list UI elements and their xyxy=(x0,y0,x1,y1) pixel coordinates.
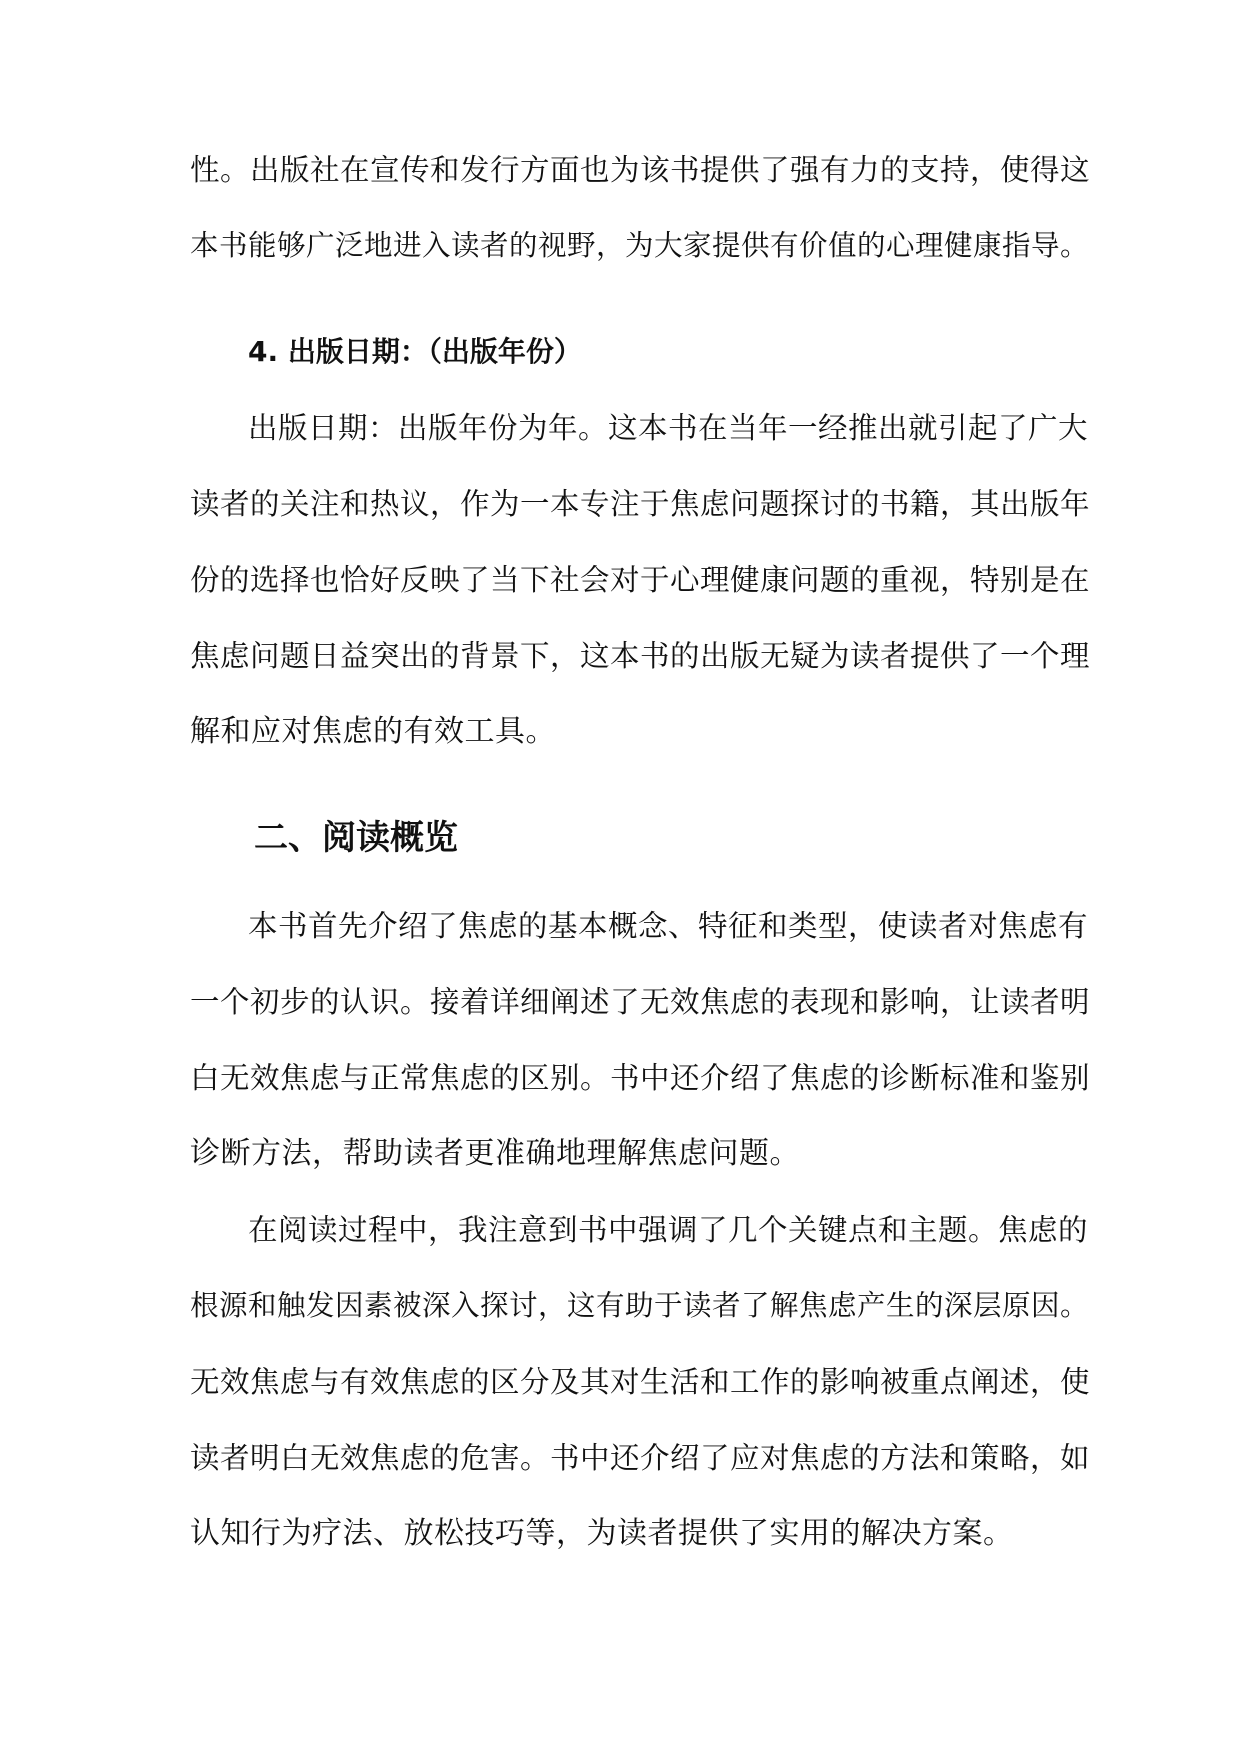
paragraph-line: 读者明白无效焦虑的危害。书中还介绍了应对焦虑的方法和策略，如 xyxy=(190,1441,1091,1475)
paragraph-line: 无效焦虑与有效焦虑的区分及其对生活和工作的影响被重点阐述，使 xyxy=(190,1365,1091,1399)
paragraph-line: 本书能够广泛地进入读者的视野，为大家提供有价值的心理健康指导。 xyxy=(190,229,1090,262)
paragraph-line: 出版日期：出版年份为年。这本书在当年一经推出就引起了广大 xyxy=(248,411,1089,445)
paragraph-line: 一个初步的认识。接着详细阐述了无效焦虑的表现和影响，让读者明 xyxy=(190,985,1091,1019)
paragraph-line: 认知行为疗法、放松技巧等，为读者提供了实用的解决方案。 xyxy=(190,1516,1014,1551)
paragraph-line: 性。出版社在宣传和发行方面也为该书提供了强有力的支持，使得这 xyxy=(190,153,1091,187)
paragraph-line: 诊断方法，帮助读者更准确地理解焦虑问题。 xyxy=(190,1136,800,1171)
subheading-publication-date: 4. 出版日期：（出版年份） xyxy=(248,335,582,368)
paragraph-line: 本书首先介绍了焦虑的基本概念、特征和类型，使读者对焦虑有 xyxy=(248,909,1089,943)
paragraph-line: 在阅读过程中，我注意到书中强调了几个关键点和主题。焦虑的 xyxy=(248,1213,1089,1247)
paragraph-line: 焦虑问题日益突出的背景下，这本书的出版无疑为读者提供了一个理 xyxy=(190,639,1091,673)
paragraph-line: 根源和触发因素被深入探讨，这有助于读者了解焦虑产生的深层原因。 xyxy=(190,1289,1090,1322)
paragraph-line: 份的选择也恰好反映了当下社会对于心理健康问题的重视，特别是在 xyxy=(190,563,1091,597)
paragraph-line: 白无效焦虑与正常焦虑的区别。书中还介绍了焦虑的诊断标准和鉴别 xyxy=(190,1061,1091,1095)
paragraph-line: 解和应对焦虑的有效工具。 xyxy=(190,714,556,749)
section-heading-reading-overview: 二、阅读概览 xyxy=(254,818,458,858)
paragraph-line: 读者的关注和热议，作为一本专注于焦虑问题探讨的书籍，其出版年 xyxy=(190,487,1091,521)
